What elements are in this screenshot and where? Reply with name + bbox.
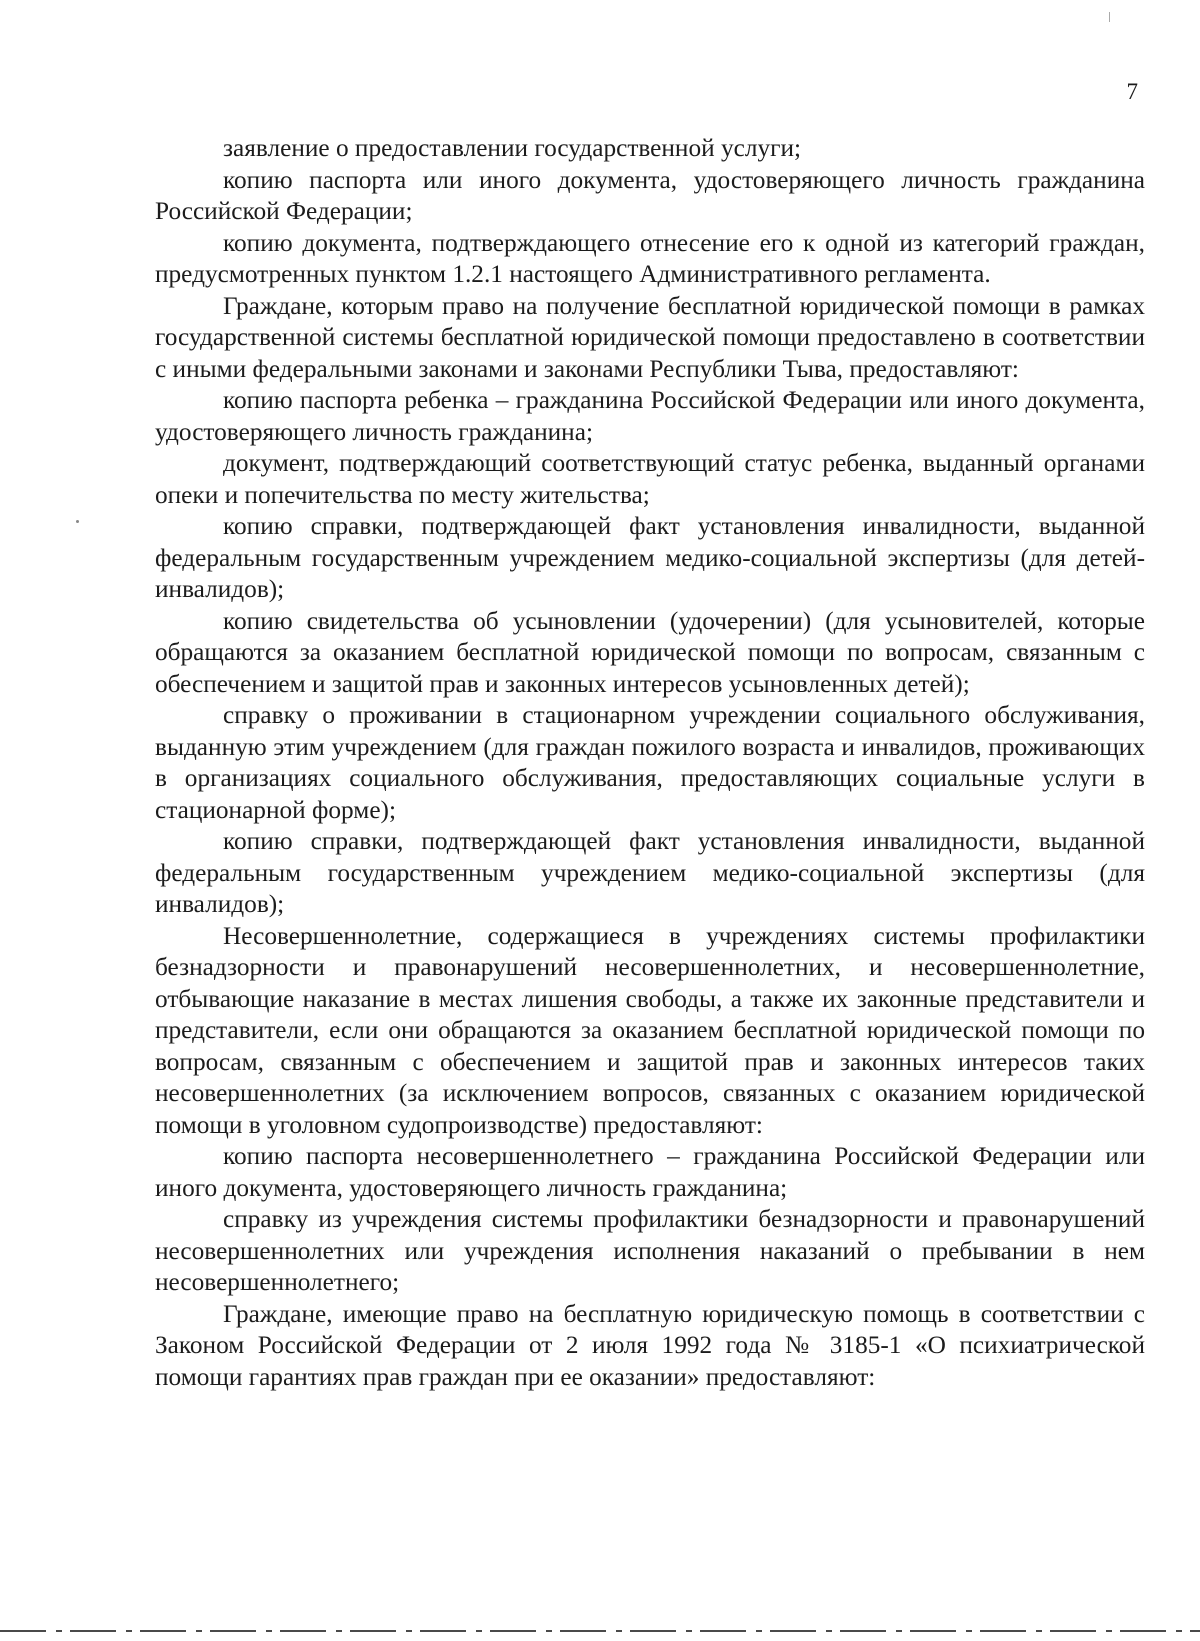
paragraph-adoption-certificate: копию свидетельства об усыновлении (удочерении) (для усыновителей, которые обращаются за оказанием бесплатной юридической помощи по вопросам, связанным с обеспечением и защитой прав и законных интересов усыновленных детей);	[155, 606, 1145, 698]
paragraph-passport-copy: копию паспорта или иного документа, удостоверяющего личность гражданина Российской Федерации;	[155, 165, 1145, 225]
paragraph-minor-passport: копию паспорта несовершеннолетнего – гражданина Российской Федерации или иного документа, удостоверяющего личность гражданина;	[155, 1142, 1145, 1202]
paragraph-child-passport: копию паспорта ребенка – гражданина Российской Федерации или иного документа, удостоверяющего личность гражданина;	[155, 386, 1145, 446]
paragraph-child-status-document: документ, подтверждающий соответствующий статус ребенка, выданный органами опеки и попечительства по месту жительства;	[155, 449, 1145, 509]
paragraph-disabled-certificate: копию справки, подтверждающей факт установления инвалидности, выданной федеральным государственным учреждением медико-социальной экспертизы (для инвалидов);	[155, 827, 1145, 918]
scan-mark	[1109, 12, 1110, 22]
page-number: 7	[1126, 79, 1138, 104]
paragraph-psychiatric-care-citizens: Граждане, имеющие право на бесплатную юридическую помощь в соответствии с Законом Российской Федерации от 2 июля 1992 года № 3185-1 «О психиатрической помощи гарантиях прав граждан при ее оказании» предоставляют:	[155, 1299, 1145, 1391]
scan-bottom-edge	[0, 1630, 1200, 1632]
paragraph-category-document: копию документа, подтверждающего отнесение его к одной из категорий граждан, предусмотренных пунктом 1.2.1 настоящего Административного регламента.	[155, 228, 1145, 288]
paragraph-application: заявление о предоставлении государственной услуги;	[223, 134, 802, 162]
paragraph-other-laws-citizens: Граждане, которым право на получение бесплатной юридической помощи в рамках государственной системы бесплатной юридической помощи предоставлено в соответствии с иными федеральными законами и законами Республики Тыва, предоставляют:	[155, 291, 1145, 383]
paragraph-minors: Несовершеннолетние, содержащиеся в учреждениях системы профилактики безнадзорности и правонарушений несовершеннолетних, и несовершеннолетние, отбывающие наказание в местах лишения свободы, а также их законные представители и представители, если они обращаются за оказанием бесплатной юридической помощи по вопросам, связанным с обеспечением и защитой прав и законных интересов таких несовершеннолетних (за исключением вопросов, связанных с оказанием юридической помощи в уголовном судопроизводстве) предоставляют:	[155, 921, 1145, 1139]
document-body	[155, 133, 1145, 1393]
paragraph-institution-certificate: справку из учреждения системы профилактики безнадзорности и правонарушений несовершеннолетних или учреждения исполнения наказаний о пребывании в нем несовершеннолетнего;	[155, 1205, 1145, 1296]
scan-speck	[76, 520, 79, 523]
paragraph-residence-certificate: справку о проживании в стационарном учреждении социального обслуживания, выданную этим учреждением (для граждан пожилого возраста и инвалидов, проживающих в организациях социального обслуживания, предоставляющих социальные услуги в стационарной форме);	[155, 701, 1145, 824]
paragraph-disabled-children-certificate: копию справки, подтверждающей факт установления инвалидности, выданной федеральным государственным учреждением медико-социальной экспертизы (для детей-инвалидов);	[155, 512, 1145, 603]
